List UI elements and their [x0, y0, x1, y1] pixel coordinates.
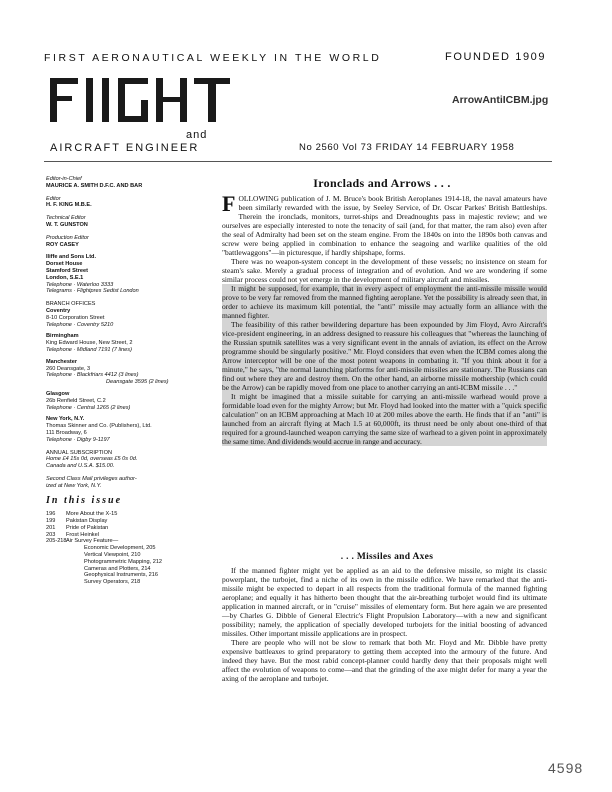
- branch-line: Telephone · Blackfriars 4412 (3 lines): [46, 372, 139, 379]
- staff-editor-in-chief: [46, 176, 216, 190]
- drop-cap: F: [222, 191, 236, 216]
- branch-heading: BRANCH OFFICES: [46, 301, 96, 308]
- publisher-line: Dorset House: [46, 261, 83, 268]
- staff-role: Production Editor: [46, 234, 89, 241]
- toc-entry: [46, 511, 216, 518]
- staff-name: MAURICE A. SMITH D.F.C. AND BAR: [46, 182, 143, 189]
- branch-line: Deansgate 3595 (2 lines): [106, 379, 169, 386]
- toc-title: Survey Operators, 218: [84, 579, 141, 586]
- masthead-sidebar: [46, 176, 216, 586]
- toc-entry: [46, 532, 216, 539]
- branch-glasgow: [46, 391, 216, 411]
- subscription-info: [46, 450, 216, 470]
- flight-logo-letters: [50, 78, 230, 122]
- flight-logo: [44, 76, 254, 124]
- subscription-line: Home £4 15s 0d, overseas £5 0s 0d.: [46, 456, 138, 463]
- toc-entry: [46, 518, 216, 525]
- filename-label: ArrowAntiICBM.jpg: [452, 94, 549, 106]
- toc-entry: [46, 579, 216, 586]
- branch-city: Glasgow: [46, 390, 70, 397]
- article-body: [222, 191, 547, 446]
- branch-line: 260 Deansgate, 3: [46, 365, 91, 372]
- table-of-contents: [46, 511, 216, 586]
- branch-city: New York, N.Y.: [46, 416, 85, 423]
- toc-title: Vertical Viewpoint, 210: [84, 552, 141, 559]
- paragraph-text: OLLOWING publication of J. M. Bruce's book British Aeroplanes 1914-18, the naval amateurs have been similarly rewarded with the issue, by Seeley Service, of Dr. Oscar Parkes' British Battleships. Therein the ironclads, monitors, turret-ships and Dreadnoughts pass in majestic review; and we ourselves are especially interested to note the tenacity of sail (and, for that matter, the ram also) even after the seal of Admiralty had been set on the steam engine. From the 1840s on into the 1890s both canvas and screw were being applied in combination to enhance the seagoing and warlike qualities of the old "battlewaggons"—in picturesque, if hardly shipshape, forms.: [222, 194, 547, 257]
- staff-role: Editor-in-Chief: [46, 176, 82, 182]
- section-title: . . . Missiles and Axes: [340, 552, 434, 562]
- article-paragraph: [222, 191, 547, 257]
- toc-title: Geophysical Instruments, 216: [84, 572, 158, 579]
- toc-title: Photogrammetric Mapping, 212: [84, 558, 163, 565]
- toc-title: Pakistan Display: [66, 518, 108, 525]
- branch-line: 111 Broadway, 6: [46, 429, 87, 436]
- toc-entry: [46, 552, 216, 559]
- branch-manchester: [46, 359, 216, 386]
- staff-name: ROY CASEY: [46, 241, 79, 248]
- masthead-subtitle: AIRCRAFT ENGINEER: [50, 142, 200, 154]
- subscription-line: Canada and U.S.A. $15.00.: [46, 463, 115, 470]
- toc-page: 205-218: [46, 538, 67, 545]
- mail-privileges: [46, 476, 216, 490]
- toc-entry: [46, 545, 216, 552]
- mail-line: ized at New York, N.Y.: [46, 482, 102, 489]
- article-paragraph-highlighted: It might be imagined that a missile suitable for carrying an anti-missile warhead would prove a formidable load even for the mighty Arrow; but Mr. Floyd had looked into the matter with a "quick specific calculation" on an ICBM approaching at Mach 10 at 200 miles above the earth. He finds that if an "anti" is launched from an aircraft flying at Mach 1.5 at 60,000ft, its thrust need be only about one-third of that required for a ground-launched weapon carrying the same size of warhead to a given point in approximately the same time. And dividends would accrue in range and accuracy.: [222, 392, 547, 446]
- publisher-line: Telephone · Waterloo 3333: [46, 281, 114, 288]
- staff-name: W. T. GUNSTON: [46, 221, 88, 228]
- publisher-line: Telegrams · Flightpres Sedist London: [46, 288, 139, 295]
- branch-line: Telephone · Central 1265 (2 lines): [46, 404, 131, 411]
- publisher-line: Iliffe and Sons Ltd.: [46, 254, 97, 261]
- staff-technical-editor: [46, 215, 216, 229]
- toc-entry: [46, 538, 216, 545]
- publisher-address: [46, 254, 216, 295]
- mail-line: Second Class Mail privileges author-: [46, 475, 137, 482]
- handwritten-margin-note: 4598: [548, 760, 584, 776]
- staff-role: Editor: [46, 195, 61, 202]
- staff-name: H. F. KING M.B.E.: [46, 202, 92, 209]
- staff-editor: [46, 196, 216, 210]
- toc-page: 201: [46, 524, 56, 531]
- branch-line: Thomas Skinner and Co. (Publishers), Ltd.: [46, 423, 152, 430]
- branch-city: Manchester: [46, 358, 78, 365]
- article-paragraph-highlighted: It might be supposed, for example, that in every aspect of employment the anti-missile missile would prove to be very far removed from the manned fighting aeroplane. Yet the possibility is already seen that, in order to achieve its maximum kill potential, the "anti" missile may actually form an alliance with the manned fighter.: [222, 284, 547, 320]
- masthead-and: and: [186, 129, 208, 141]
- issue-line: No 2560 Vol 73 FRIDAY 14 FEBRUARY 1958: [299, 142, 515, 153]
- branch-line: Telephone · Coventry 5210: [46, 321, 114, 328]
- publisher-line: Stamford Street: [46, 267, 88, 274]
- branch-line: Telephone · Digby 9-1197: [46, 436, 110, 443]
- toc-page: 199: [46, 518, 56, 525]
- toc-entry: [46, 566, 216, 573]
- section-body: [222, 566, 547, 683]
- branch-offices: [46, 301, 216, 443]
- article-paragraph-highlighted: The feasibility of this rather bewildering departure has been expounded by Jim Floyd, Avro Aircraft's vice-president engineering, in an address designed to reassure his colleagues that "whereas the launching of the Russian sputnik satellites was a very significant event in the annals of aviation, its effect on the Arrow programme should be singularly positive." Mr. Floyd considers that even when the ICBM comes along the Arrow interceptor will be one of the most potent weapons in combating it. "If you think about it for a minute," he says, "the normal launching platforms for anti-missile missiles are stationary. The Russians can find out where they are and destroy them. On the other hand, an airborne missile mothership (which could be the Arrow) can be rapidly moved from one place to another carrying an anti-ICBM missile . . .": [222, 320, 547, 392]
- branch-line: Telephone · Midland 7191 (7 lines): [46, 346, 132, 353]
- toc-title: Pride of Pakistan: [66, 524, 109, 531]
- branch-line: King Edward House, New Street, 2: [46, 340, 133, 347]
- toc-title: Cameras and Plotters, 214: [84, 565, 151, 572]
- branch-line: 26b Renfield Street, C.2: [46, 397, 106, 404]
- toc-title: Air Survey Feature—: [66, 538, 119, 545]
- header-rule: [44, 161, 552, 162]
- staff-production-editor: [46, 235, 216, 249]
- toc-entry: [46, 572, 216, 579]
- branch-city: Coventry: [46, 307, 71, 314]
- branch-line: 8-10 Corporation Street: [46, 314, 105, 321]
- toc-title: Economic Development, 205: [84, 545, 156, 552]
- toc-page: 196: [46, 511, 56, 518]
- masthead-tagline: FIRST AERONAUTICAL WEEKLY IN THE WORLD: [44, 52, 382, 64]
- toc-heading: In this issue: [46, 495, 123, 507]
- founded-date: FOUNDED 1909: [445, 51, 547, 63]
- subscription-heading: ANNUAL SUBSCRIPTION: [46, 449, 112, 456]
- publisher-line: London, S.E.1: [46, 274, 84, 281]
- toc-entry: [46, 525, 216, 532]
- toc-title: Frost Heinkel: [66, 531, 99, 538]
- staff-role: Technical Editor: [46, 215, 86, 222]
- section-paragraph: If the manned fighter might yet be applied as an aid to the defensive missile, so might its classic powerplant, the turbojet, find a niche of its own in the missile edifice. We have remarked that the anti-missile might be expected to depart in all respects from the traditional formula of the manned fighting aeroplane; and equally it has hitherto been thought that the air-breathing turbojet would find its ultimate application in manned aircraft, or in "cruise" missiles of elementary form. But here again we are presented—by Charles G. Dibble of General Electric's Flight Propulsion Laboratory—with a new and significant possibility; namely, the application of specially developed turbojets for the initial boosting of advanced missiles. Other important missile applications are in prospect.: [222, 566, 547, 638]
- toc-title: More About the X-15: [66, 511, 118, 518]
- branch-new-york: [46, 416, 216, 443]
- toc-page: 203: [46, 531, 56, 538]
- section-paragraph: There are people who will not be slow to remark that both Mr. Floyd and Mr. Dibble have pretty expensive battleaxes to grind preparatory to getting them accepted into the armoury of the future. And indeed they have. But the most rabid concept-planner could hardly deny that their proposals might well affect the evolution of weapons to come—and that the grinding of the axe might defer for many a year the axing of the aeroplane and turbojet.: [222, 638, 547, 683]
- toc-entry: [46, 559, 216, 566]
- article-title: Ironclads and Arrows . . .: [313, 176, 451, 190]
- branch-birmingham: [46, 333, 216, 353]
- branch-city: Birmingham: [46, 333, 79, 340]
- article-paragraph: There was no weapon-system concept in the development of these vessels; no insistence on steam for steam's sake. Merely a gradual process of integration and of evolution. And we are wondering if some similar process could not yet emerge in the development of military aircraft and missiles.: [222, 257, 547, 284]
- branch-coventry: [46, 308, 216, 328]
